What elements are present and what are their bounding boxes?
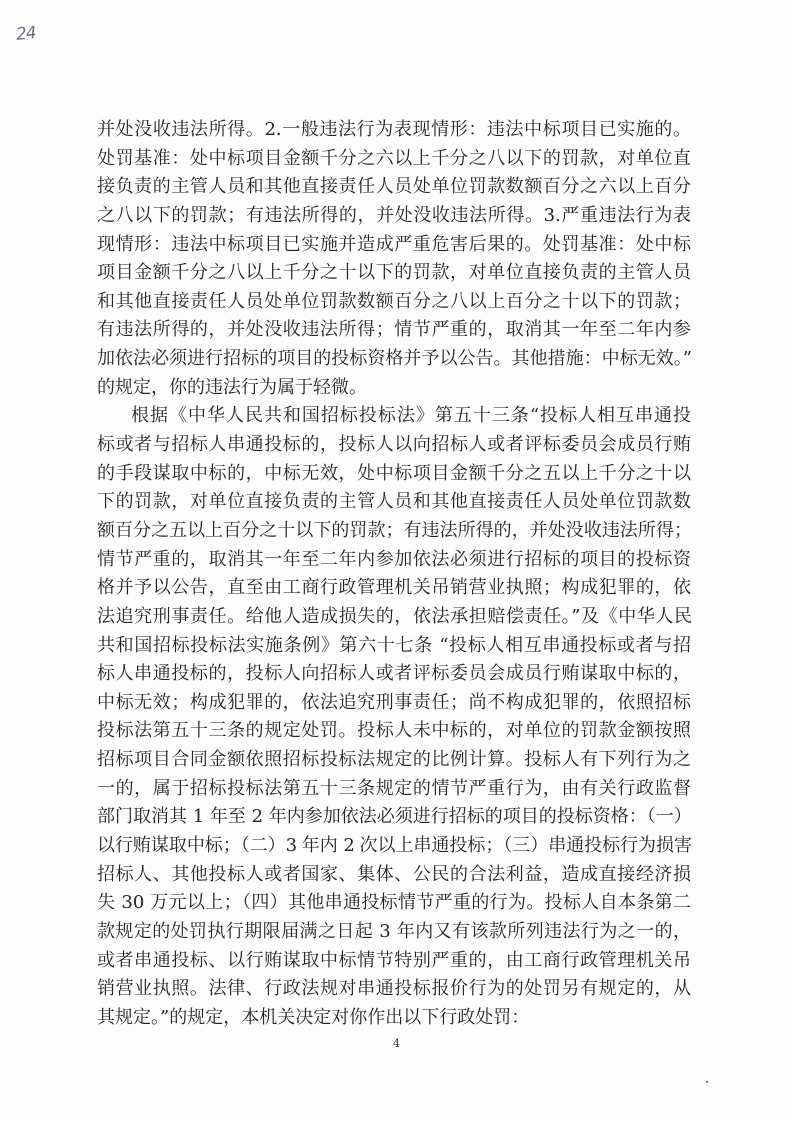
document-body [97,116,691,1033]
text-line: 投标法第五十三条的规定处罚。投标人未中标的，对单位的罚款金额按照 [97,720,691,742]
text-line: 的手段谋取中标的，中标无效，处中标项目金额千分之五以上千分之十以 [97,462,691,484]
text-line: 招标人、其他投标人或者国家、集体、公民的合法利益，造成直接经济损 [97,863,691,885]
text-line: 款规定的处罚执行期限届满之日起 3 年内又有该款所列违法行为之一的， [97,920,691,942]
text-line: 法追究刑事责任。给他人造成损失的，依法承担赔偿责任。”及《中华人民 [97,605,691,627]
text-line: 或者串通投标、以行贿谋取中标情节特别严重的，由工商行政管理机关吊 [97,949,691,971]
text-line: 下的罚款，对单位直接负责的主管人员和其他直接责任人员处单位罚款数 [97,491,691,513]
text-line: 共和国招标投标法实施条例》第六十七条 “投标人相互串通投标或者与招 [97,634,691,656]
text-line: 标或者与招标人串通投标的，投标人以向招标人或者评标委员会成员行贿 [97,434,691,456]
text-line: 部门取消其 1 年至 2 年内参加依法必须进行招标的项目的投标资格：（一） [97,806,692,828]
text-line: 和其他直接责任人员处单位罚款数额百分之八以上百分之十以下的罚款； [97,290,691,312]
text-line: 一的，属于招标投标法第五十三条规定的情节严重行为，由有关行政监督 [97,777,691,799]
text-line: 的规定，你的违法行为属于轻微。 [97,376,367,398]
text-line: 处罚基准：处中标项目金额千分之六以上千分之八以下的罚款，对单位直 [97,147,691,169]
scan-speck [706,1081,708,1083]
text-line: 格并予以公告，直至由工商行政管理机关吊销营业执照；构成犯罪的，依 [97,577,691,599]
text-line: 以行贿谋取中标；（二）3 年内 2 次以上串通投标；（三）串通投标行为损害 [97,835,691,857]
text-line: 额百分之五以上百分之十以下的罚款；有违法所得的，并处没收违法所得； [97,519,691,541]
text-line: 现情形：违法中标项目已实施并造成严重危害后果的。处罚基准：处中标 [97,233,691,255]
page-number: 4 [393,1037,400,1050]
text-line: 标人串通投标的，投标人向招标人或者评标委员会成员行贿谋取中标的， [97,663,691,685]
text-line: 并处没收违法所得。2.一般违法行为表现情形：违法中标项目已实施的。 [97,119,691,140]
handwritten-page-mark: 24 [15,23,37,45]
text-line: 中标无效；构成犯罪的，依法追究刑事责任；尚不构成犯罪的，依照招标 [97,691,691,713]
text-line: 之八以下的罚款；有违法所得的，并处没收违法所得。3.严重违法行为表 [97,204,691,226]
text-line: 其规定。”的规定，本机关决定对你作出以下行政处罚： [97,1006,530,1028]
text-line: 加依法必须进行招标的项目的投标资格并予以公告。其他措施：中标无效。” [97,348,691,370]
text-line: 项目金额千分之八以上千分之十以下的罚款，对单位直接负责的主管人员 [97,262,691,284]
paragraph-start-line: 根据《中华人民共和国招标投标法》第五十三条“投标人相互串通投 [131,405,691,427]
text-line: 失 30 万元以上；（四）其他串通投标情节严重的行为。投标人自本条第二 [97,892,691,914]
text-line: 招标项目合同金额依照招标投标法规定的比例计算。投标人有下列行为之 [97,749,691,771]
text-line: 有违法所得的，并处没收违法所得；情节严重的，取消其一年至二年内参 [97,319,691,341]
text-line: 销营业执照。法律、行政法规对串通投标报价行为的处罚另有规定的，从 [97,978,691,1000]
text-line: 接负责的主管人员和其他直接责任人员处单位罚款数额百分之六以上百分 [97,176,691,198]
text-line: 情节严重的，取消其一年至二年内参加依法必须进行招标的项目的投标资 [97,548,691,570]
